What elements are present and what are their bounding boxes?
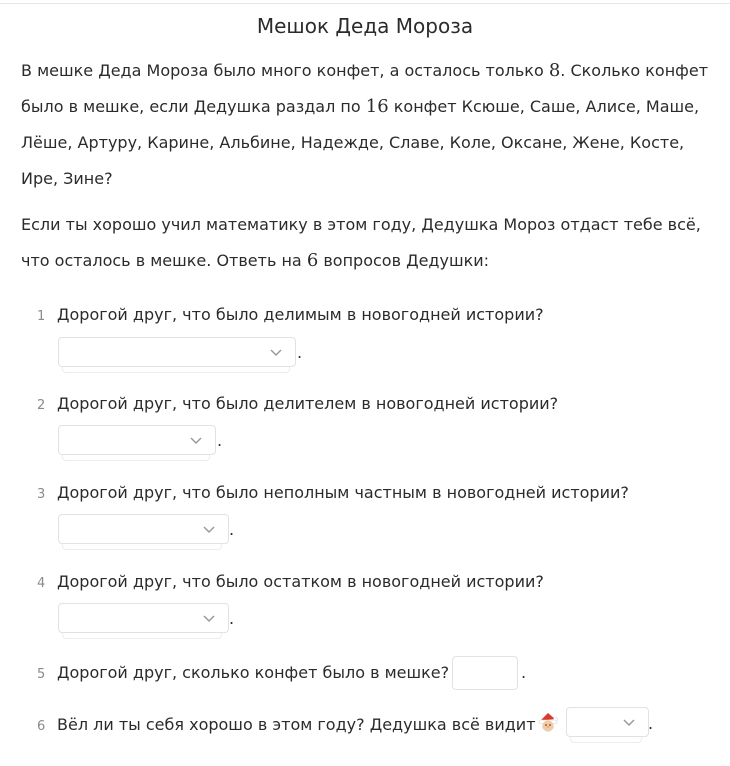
- page-title: Мешок Деда Мороза: [256, 14, 474, 38]
- question-text: Дорогой друг, что было делителем в новогодней истории?: [57, 394, 559, 413]
- answer-3-period: .: [229, 520, 235, 539]
- answer-4-select[interactable]: [58, 603, 230, 635]
- intro-text: [21, 53, 711, 279]
- question-number: 3: [37, 487, 46, 502]
- question-number: 4: [37, 576, 46, 591]
- chevron-down-icon: [203, 613, 215, 623]
- question-text: Дорогой друг, что было неполным частным в новогодней истории?: [57, 483, 629, 502]
- question-5: [0, 660, 730, 700]
- question-number: 2: [37, 398, 46, 413]
- answer-4-period: .: [229, 609, 235, 628]
- answer-1-select[interactable]: [58, 337, 298, 369]
- question-number: 6: [37, 719, 46, 734]
- question-text: Вёл ли ты себя хорошо в этом году? Дедушка всё видит: [57, 715, 536, 734]
- answer-6-period: .: [648, 714, 654, 733]
- question-text: Дорогой друг, что было остатком в новогодней истории?: [57, 572, 544, 591]
- answer-3-select[interactable]: [58, 514, 230, 546]
- answer-2-period: .: [217, 431, 223, 450]
- question-1: [0, 302, 730, 342]
- answer-5-input[interactable]: [452, 656, 518, 690]
- intro-paragraph-2: Если ты хорошо учил математику в этом году, Дедушка Мороз отдаст тебе всё, что осталось в мешке. Ответь на 6 вопросов Дедушки:: [21, 215, 701, 271]
- chevron-down-icon: [623, 717, 635, 727]
- chevron-down-icon: [203, 524, 215, 534]
- intro-paragraph-1: В мешке Деда Мороза было много конфет, а осталось только 8. Сколько конфет было в мешке, если Дедушка раздал по 16 конфет Ксюше, Саше, Алисе, Маше, Лёше, Артуру, Карине, Альбине, Надежде, Славе, Коле, Оксане, Жене, Косте, Ире, Зине?: [21, 60, 709, 188]
- chevron-down-icon: [190, 435, 202, 445]
- question-number: 5: [37, 667, 46, 682]
- answer-6-select[interactable]: [566, 707, 650, 739]
- question-text: Дорогой друг, сколько конфет было в мешке?: [57, 663, 450, 682]
- answer-5-period: .: [521, 663, 527, 682]
- chevron-down-icon: [270, 347, 282, 357]
- top-divider: [0, 3, 730, 4]
- answer-1-period: .: [297, 343, 303, 362]
- question-text: Дорогой друг, что было делимым в новогодней истории?: [57, 305, 544, 324]
- santa-emoji-icon: [537, 711, 559, 735]
- question-number: 1: [37, 309, 46, 324]
- answer-2-select[interactable]: [58, 425, 218, 457]
